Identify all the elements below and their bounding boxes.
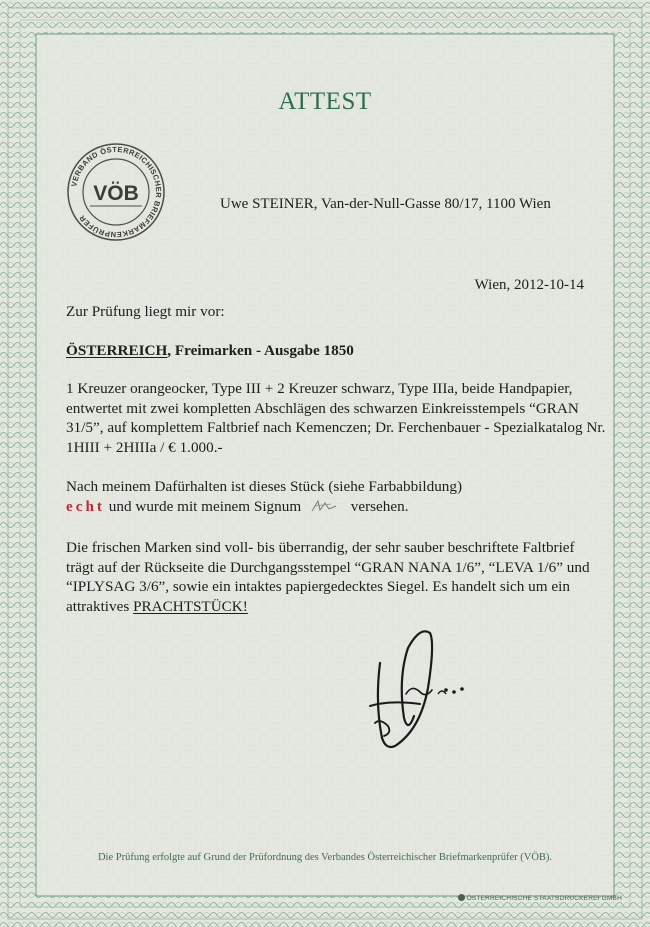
examiner-address: Uwe STEINER, Van-der-Null-Gasse 80/17, 1100 Wien [220, 196, 551, 212]
seal-center-text: VÖB [93, 182, 139, 205]
verdict-paragraph [66, 477, 606, 516]
printer-name: ÖSTERREICHISCHE STAATSDRUCKEREI GMBH [466, 895, 622, 902]
footer-note: Die Prüfung erfolgte auf Grund der Prüfordnung des Verbandes Österreichischer Briefmarkenprüfer (VÖB). [97, 852, 553, 863]
prachtstueck-label: PRACHTSTÜCK! [133, 597, 248, 615]
item-description: 1 Kreuzer orangeocker, Type III + 2 Kreuzer schwarz, Type IIIa, beide Handpapier, entwertet mit zwei kompletten Abschlägen des schwarzen Einkreisstempels “GRAN 31/5”, auf komplettem Faltbrief nach Kemenczen; Dr. Ferchenbauer - Spezialkatalog Nr. 1HIII + 2HIIIa / € 1.000.- [66, 380, 606, 456]
printer-logo-icon [458, 894, 465, 901]
issue-name: , Freimarken - Ausgabe 1850 [167, 342, 354, 359]
verdict-end: versehen. [350, 497, 409, 515]
examiner-signature [360, 618, 490, 758]
certificate-date: Wien, 2012-10-14 [474, 277, 584, 293]
seal-ring-text: VERBAND ÖSTERREICHISCHER BRIEFMARKENPRÜFER [69, 144, 164, 240]
detail-paragraph [66, 538, 606, 616]
item-heading [66, 341, 606, 361]
verdict-mid: und wurde mit meinem Signum [105, 497, 302, 515]
printer-credit [458, 894, 622, 902]
intro-text: Zur Prüfung liegt mir vor: [66, 303, 225, 320]
country-name: ÖSTERREICH [66, 342, 168, 359]
detail-text: Die frischen Marken sind voll- bis überrandig, der sehr sauber beschriftete Faltbrief trägt auf der Rückseite die Durchgangsstempel “GRAN NANA 1/6”, “LEVA 1/6” und “IPLYSAG 3/6”, sowie ein intaktes papiergedecktes Siegel. Es handelt sich um ein attraktives [66, 539, 590, 615]
echt-label: echt [66, 497, 105, 515]
voeb-seal [66, 142, 166, 242]
signum-mark [309, 498, 339, 514]
certificate-title: ATTEST [278, 88, 372, 115]
verdict-line1: Nach meinem Dafürhalten ist dieses Stück (siehe Farbabbildung) [66, 478, 463, 495]
